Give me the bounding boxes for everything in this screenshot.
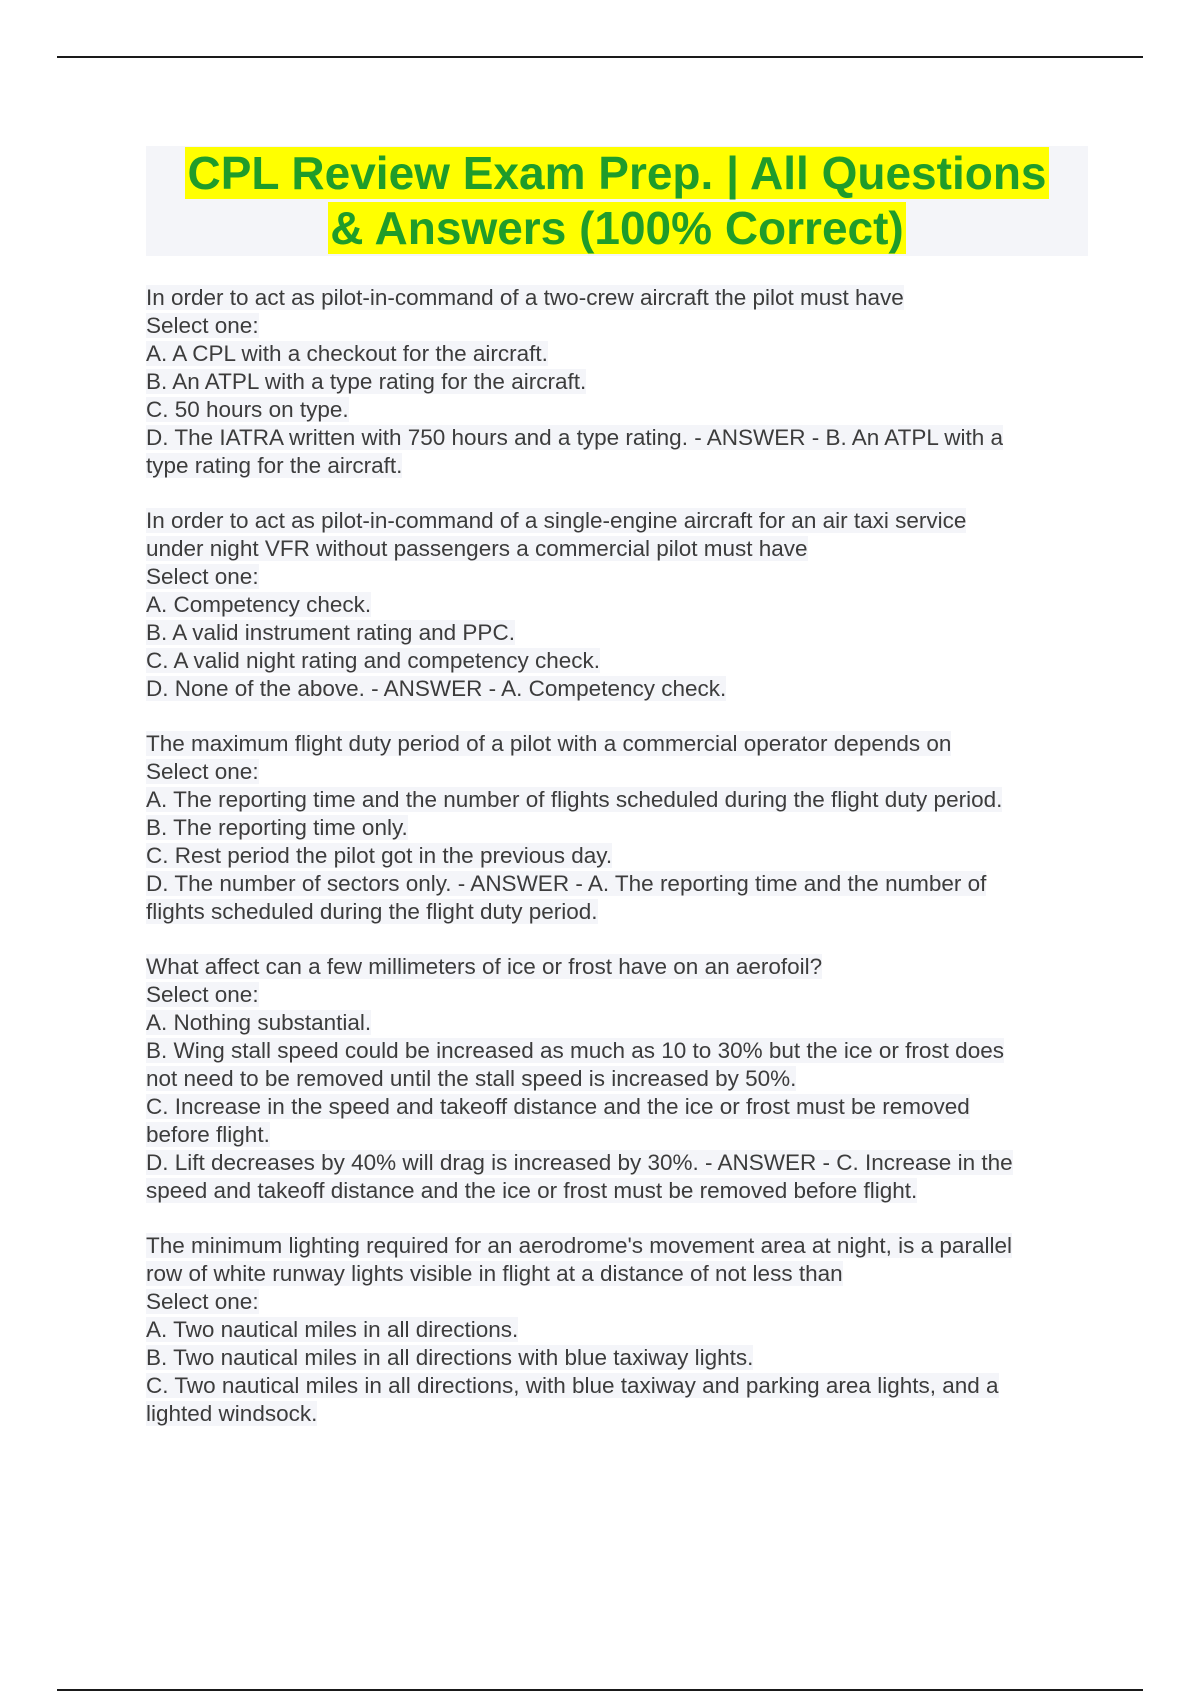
title-line-2: & Answers (100% Correct) xyxy=(330,202,904,254)
option-a: A. Competency check. xyxy=(146,592,372,617)
question-text-continuation: under night VFR without passengers a commercial pilot must have xyxy=(146,536,808,561)
option-a: A. A CPL with a checkout for the aircraft. xyxy=(146,341,548,366)
option-c-continuation: before flight. xyxy=(146,1122,270,1147)
option-a: A. Nothing substantial. xyxy=(146,1010,372,1035)
question-block-3 xyxy=(146,730,1091,926)
question-text: What affect can a few millimeters of ice or frost have on an aerofoil? xyxy=(146,954,823,979)
question-block-2 xyxy=(146,507,1091,703)
answer-continuation: type rating for the aircraft. xyxy=(146,453,403,478)
option-b-continuation: not need to be removed until the stall speed is increased by 50%. xyxy=(146,1066,797,1091)
option-c: C. Rest period the pilot got in the previous day. xyxy=(146,843,613,868)
top-rule xyxy=(57,56,1143,58)
question-text: In order to act as pilot-in-command of a two-crew aircraft the pilot must have xyxy=(146,285,904,310)
question-list xyxy=(146,284,1091,1455)
question-text: The minimum lighting required for an aerodrome's movement area at night, is a parallel xyxy=(146,1233,1012,1258)
bottom-rule xyxy=(57,1689,1143,1691)
option-a: A. The reporting time and the number of flights scheduled during the flight duty period. xyxy=(146,787,1003,812)
answer-continuation: flights scheduled during the flight duty period. xyxy=(146,899,598,924)
question-text-continuation: row of white runway lights visible in flight at a distance of not less than xyxy=(146,1261,843,1286)
option-d-with-answer: D. Lift decreases by 40% will drag is increased by 30%. - ANSWER - C. Increase in the xyxy=(146,1150,1013,1175)
option-d-with-answer: D. None of the above. - ANSWER - A. Competency check. xyxy=(146,676,727,701)
question-block-4 xyxy=(146,953,1091,1205)
option-c-continuation: lighted windsock. xyxy=(146,1401,318,1426)
option-c: C. A valid night rating and competency check. xyxy=(146,648,601,673)
document-title xyxy=(146,146,1088,256)
question-text: In order to act as pilot-in-command of a single-engine aircraft for an air taxi service xyxy=(146,508,967,533)
select-one-label: Select one: xyxy=(146,313,259,338)
select-one-label: Select one: xyxy=(146,759,259,784)
option-d-with-answer: D. The IATRA written with 750 hours and a type rating. - ANSWER - B. An ATPL with a xyxy=(146,425,1004,450)
select-one-label: Select one: xyxy=(146,1289,259,1314)
title-line-1: CPL Review Exam Prep. | All Questions xyxy=(187,147,1047,199)
option-c: C. Increase in the speed and takeoff distance and the ice or frost must be removed xyxy=(146,1094,970,1119)
option-a: A. Two nautical miles in all directions. xyxy=(146,1317,519,1342)
select-one-label: Select one: xyxy=(146,982,259,1007)
option-b: B. An ATPL with a type rating for the aircraft. xyxy=(146,369,587,394)
option-b: B. Two nautical miles in all directions with blue taxiway lights. xyxy=(146,1345,754,1370)
option-c: C. Two nautical miles in all directions, with blue taxiway and parking area lights, and a xyxy=(146,1373,999,1398)
select-one-label: Select one: xyxy=(146,564,259,589)
option-b: B. Wing stall speed could be increased as much as 10 to 30% but the ice or frost does xyxy=(146,1038,1004,1063)
option-b: B. A valid instrument rating and PPC. xyxy=(146,620,515,645)
option-c: C. 50 hours on type. xyxy=(146,397,349,422)
option-b: B. The reporting time only. xyxy=(146,815,408,840)
answer-continuation: speed and takeoff distance and the ice or frost must be removed before flight. xyxy=(146,1178,918,1203)
question-text: The maximum flight duty period of a pilot with a commercial operator depends on xyxy=(146,731,952,756)
question-block-5 xyxy=(146,1232,1091,1428)
option-d-with-answer: D. The number of sectors only. - ANSWER - A. The reporting time and the number of xyxy=(146,871,987,896)
question-block-1 xyxy=(146,284,1091,480)
